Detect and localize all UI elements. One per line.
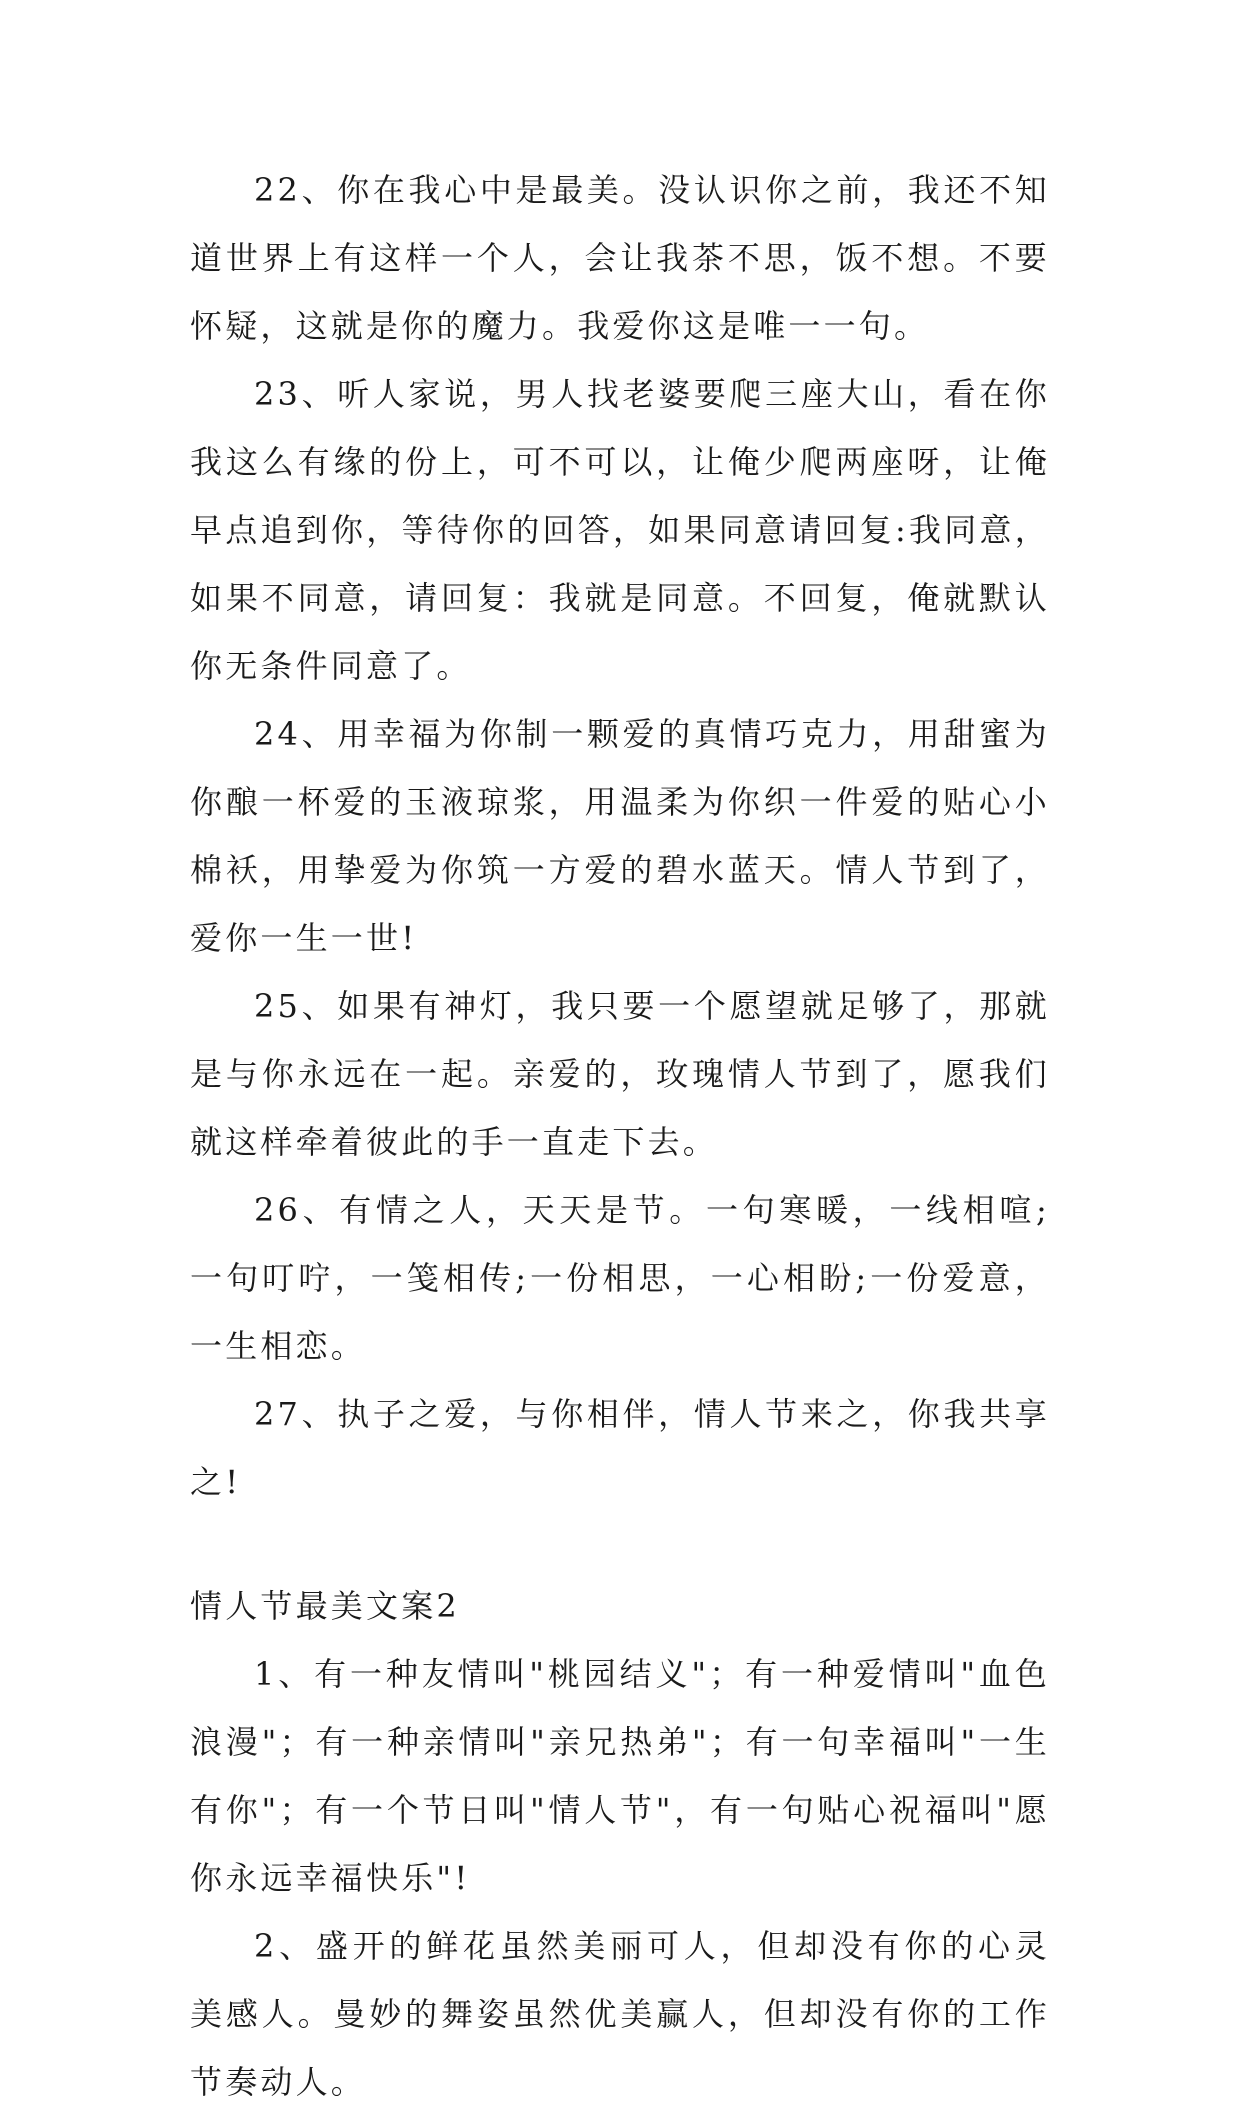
paragraph-1: 1、有一种友情叫"桃园结义"；有一种爱情叫"血色浪漫"；有一种亲情叫"亲兄热弟"；有一句幸福叫"一生有你"；有一个节日叫"情人节"，有一句贴心祝福叫"愿你永远幸福快乐"! (190, 1655, 1050, 1897)
paragraph-26: 26、有情之人，天天是节。一句寒暖，一线相喧;一句叮咛，一笺相传;一份相思，一心相盼;一份爱意，一生相恋。 (190, 1191, 1050, 1365)
paragraph-22: 22、你在我心中是最美。没认识你之前，我还不知道世界上有这样一个人，会让我茶不思，饭不想。不要怀疑，这就是你的魔力。我爱你这是唯一一句。 (190, 171, 1050, 345)
paragraph-2: 2、盛开的鲜花虽然美丽可人，但却没有你的心灵美感人。曼妙的舞姿虽然优美赢人，但却没有你的工作节奏动人。 (190, 1927, 1050, 2101)
paragraph-25: 25、如果有神灯，我只要一个愿望就足够了，那就是与你永远在一起。亲爱的，玫瑰情人节到了，愿我们就这样牵着彼此的手一直走下去。 (190, 987, 1050, 1161)
section-heading: 情人节最美文案2 (190, 1587, 460, 1625)
paragraph-23: 23、听人家说，男人找老婆要爬三座大山，看在你我这么有缘的份上，可不可以，让俺少爬两座呀，让俺早点追到你，等待你的回答，如果同意请回复:我同意，如果不同意，请回复：我就是同意。不回复，俺就默认你无条件同意了。 (190, 375, 1050, 685)
paragraph-27: 27、执子之爱，与你相伴，情人节来之，你我共享之! (190, 1395, 1050, 1501)
paragraph-24: 24、用幸福为你制一颗爱的真情巧克力，用甜蜜为你酿一杯爱的玉液琼浆，用温柔为你织一件爱的贴心小棉袄，用挚爱为你筑一方爱的碧水蓝天。情人节到了，爱你一生一世! (190, 715, 1050, 957)
document-body (190, 156, 1050, 2116)
